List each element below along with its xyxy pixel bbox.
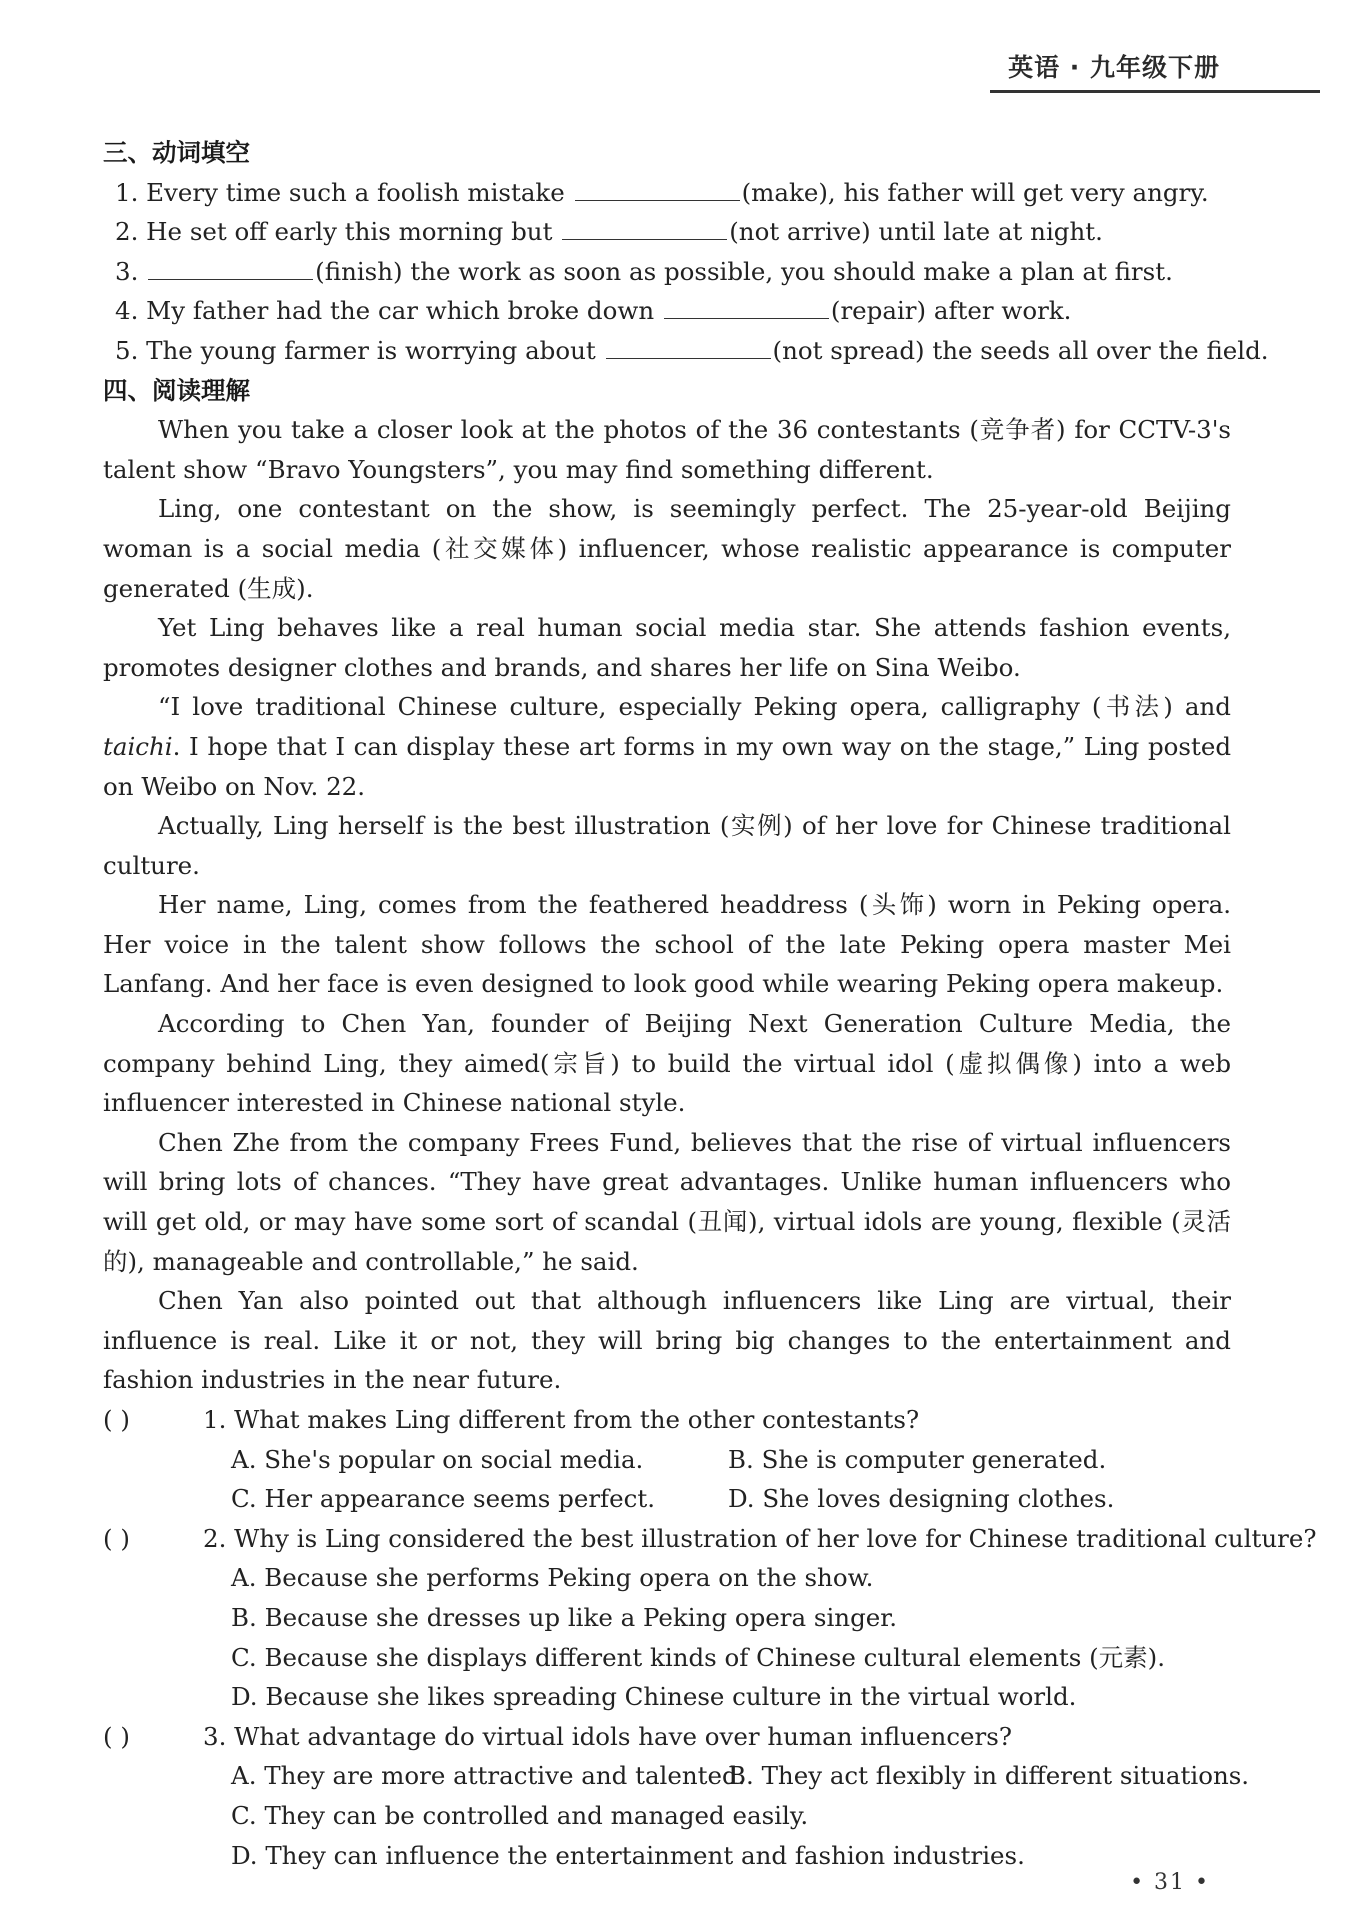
question-stem: 2. Why is Ling considered the best illustration of her love for Chinese traditional culture? [203,1523,1317,1553]
option-c[interactable]: C. Because she displays different kinds of Chinese cultural elements (元素). [231,1642,1165,1672]
fill-item-2 [103,212,1231,252]
answer-paren[interactable]: ( ) [103,1523,130,1553]
option-b[interactable]: B. They act flexibly in different situations. [728,1761,1250,1791]
reading-paragraph: Ling, one contestant on the show, is seemingly perfect. The 25-year-old Beijing woman is a social media (社交媒体) influencer, whose realistic appearance is computer generated (生成). [103,494,1231,603]
fill-item-text: (not arrive) until late at night. [729,217,1103,247]
reading-paragraph: Her name, Ling, comes from the feathered headdress (头饰) worn in Peking opera. Her voice in the talent show follows the school of the late Peking opera master Mei Lanfang. And her face is even designed to look good while wearing Peking opera makeup. [103,890,1231,999]
question-2 [103,1519,1317,1559]
option-a[interactable]: A. She's popular on social media. [231,1444,644,1474]
fill-item-text: 4. My father had the car which broke down [115,296,662,326]
fill-item-text: 5. The young farmer is worrying about [115,335,604,365]
fill-item-text: (finish) the work as soon as possible, you should make a plan at first. [315,256,1173,286]
option-d[interactable]: D. Because she likes spreading Chinese culture in the virtual world. [231,1682,1077,1712]
reading-paragraph-quote [103,687,1231,806]
option-c[interactable]: C. They can be controlled and managed easily. [231,1800,809,1830]
option-a[interactable]: A. They are more attractive and talented. [231,1761,746,1791]
fill-item-1 [103,173,1231,213]
fill-item-3 [103,252,1231,292]
fill-item-text: (not spread) the seeds all over the field. [772,335,1269,365]
fill-item-text: 2. He set off early this morning but [115,217,561,247]
option-d[interactable]: D. She loves designing clothes. [728,1484,1115,1514]
reading-paragraph: When you take a closer look at the photos of the 36 contestants (竞争者) for CCTV-3's talent show “Bravo Youngsters”, you may find something different. [103,415,1231,484]
option-row [103,1479,1231,1519]
header-title: 英语 · 九年级下册 [1008,53,1220,82]
option-c[interactable]: C. Her appearance seems perfect. [231,1484,655,1514]
option-b[interactable]: B. Because she dresses up like a Peking opera singer. [231,1602,898,1632]
reading-paragraph: According to Chen Yan, founder of Beijing Next Generation Culture Media, the company behind Ling, they aimed(宗旨) to build the virtual idol (虚拟偶像) into a web influencer interested in Chinese national style. [103,1009,1231,1118]
reading-paragraph: Actually, Ling herself is the best illustration (实例) of her love for Chinese traditional culture. [103,811,1231,880]
question-stem: 1. What makes Ling different from the other contestants? [203,1405,920,1434]
quote-italic: taichi [103,731,173,761]
question-3 [103,1717,1231,1757]
fill-item-text: 1. Every time such a foolish mistake [115,177,573,207]
answer-blank[interactable] [575,178,740,201]
page-content [103,133,1317,1875]
answer-blank[interactable] [148,257,313,280]
option-a[interactable]: A. Because she performs Peking opera on the show. [231,1563,874,1593]
section-title-verb-fill: 三、动词填空 [103,138,250,167]
answer-paren[interactable]: ( ) [103,1405,130,1434]
quote-text: “I love traditional Chinese culture, especially Peking opera, calligraphy (书法) and [158,692,1231,722]
fill-item-text: 3. [115,256,147,286]
option-row [103,1756,1250,1796]
fill-item-text: (repair) after work. [830,296,1072,326]
option-d[interactable]: D. They can influence the entertainment and fashion industries. [231,1840,1025,1870]
option-row [103,1440,1231,1480]
fill-item-5 [103,331,1269,371]
header-rule [990,90,1320,93]
reading-paragraph: Yet Ling behaves like a real human social media star. She attends fashion events, promotes designer clothes and brands, and shares her life on Sina Weibo. [103,613,1231,682]
question-1 [103,1400,1231,1440]
answer-blank[interactable] [664,296,829,319]
fill-item-text: (make), his father will get very angry. [741,177,1209,207]
section-title-reading: 四、阅读理解 [103,375,250,405]
question-stem: 3. What advantage do virtual idols have over human influencers? [203,1721,1012,1751]
page-number: • 31 • [1130,1870,1210,1895]
option-b[interactable]: B. She is computer generated. [728,1444,1107,1474]
answer-paren[interactable]: ( ) [103,1721,130,1751]
reading-paragraph: Chen Zhe from the company Frees Fund, believes that the rise of virtual influencers will bring lots of chances. “They have great advantages. Unlike human influencers who will get old, or may have some sort of scandal (丑闻), virtual idols are young, flexible (灵活的), manageable and controllable,” he said. [103,1127,1231,1276]
answer-blank[interactable] [606,336,771,359]
answer-blank[interactable] [562,217,727,240]
reading-paragraph: Chen Yan also pointed out that although influencers like Ling are virtual, their influence is real. Like it or not, they will bring big changes to the entertainment and fashion industries in the near future. [103,1286,1231,1395]
fill-item-4 [103,291,1231,331]
quote-text: . I hope that I can display these art forms in my own way on the stage,” Ling posted on Weibo on Nov. 22. [103,731,1231,801]
